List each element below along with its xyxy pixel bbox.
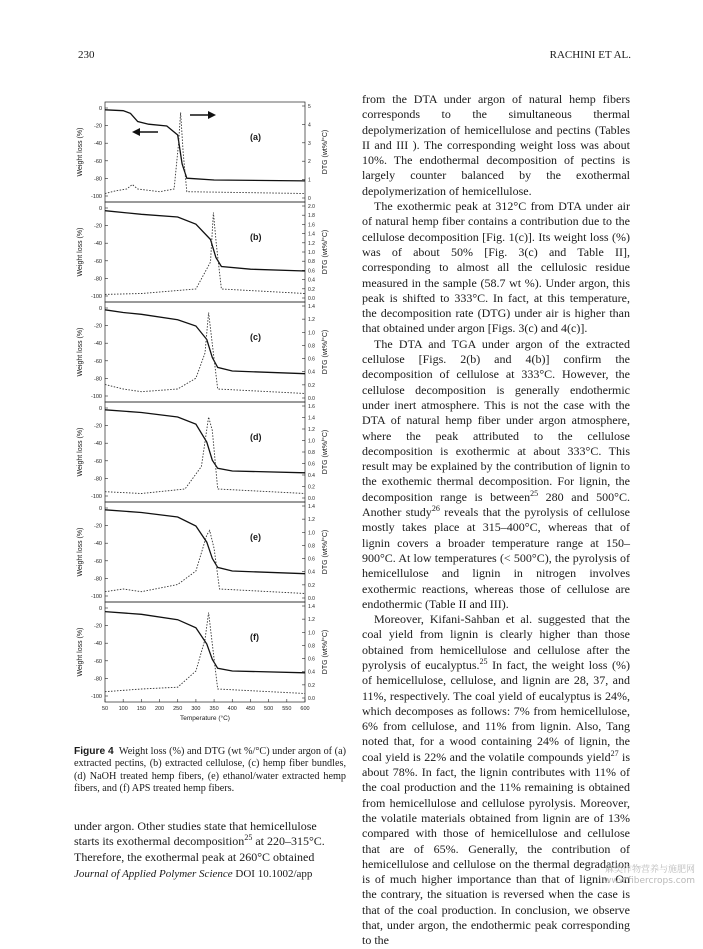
page-footer <box>74 868 312 880</box>
doi: DOI 10.1002/app <box>232 868 313 880</box>
y-left-axis-label: Weight loss (%) <box>77 327 84 377</box>
panel-frame <box>105 602 305 702</box>
dtg-curve <box>105 417 305 494</box>
figure-4-plots <box>70 92 352 742</box>
right-tick-label: 2 <box>308 159 311 166</box>
dtg-curve <box>105 613 305 694</box>
paragraph-4: Moreover, Kifani-Sahban et al. suggested that the coal yield from lignin is clearly higher than those obtained from hemicellulose and cellulose after the pyrolysis of eucalyptus.$^{25}$ In fact, the weight loss (%) of hemicellulose, cellulose, and lignin are 28, 37, and 11%, respectively. The coal yield of eucalyptus is 24%, which decomposes as follows: 7% from hemicellulose, 6% from cellulose, and 11% from lignin. Also, Tang noted that, for a wood containing 24% of lignin, the coal yield is 22% and the volatile compounds yield$^{27}$ is about 78%. In fact, the lignin contributes with 11% of the coal production and the 11% remaining is obtained from hemicellulose and cellulose pyrolysis. Moreover, the volatile materials obtained from lignin are of 13% compared with those of hemicellulose and cellulose that are of 65%. Generally, the contribution of hemicellulose and cellulose on the thermal degradation is of much higher importance than that of lignin. On the contrary, the situation is reversed when the case is that of the coal production. In conclusion, we observe that, under argon, the endothermic peak corresponding to the <box>362 612 630 948</box>
page-number: 230 <box>78 49 95 61</box>
panel-label: (d) <box>250 432 262 442</box>
left-tick-label: -80 <box>94 276 102 283</box>
right-tick-label: 0.0 <box>308 596 315 602</box>
right-tick-label: 1 <box>308 177 311 184</box>
right-arrow-head-icon <box>208 111 216 119</box>
panel-label: (a) <box>250 132 261 142</box>
left-tick-label: -100 <box>90 394 102 400</box>
panel-label: (e) <box>250 532 261 542</box>
right-tick-label: 1.0 <box>308 530 315 537</box>
left-tick-label: 0 <box>98 306 102 312</box>
right-tick-label: 1.2 <box>308 317 315 324</box>
y-left-axis-label: Weight loss (%) <box>77 527 84 577</box>
y-right-axis-label: DTG (wt%/°C) <box>322 629 329 675</box>
tga-curve <box>105 110 305 181</box>
right-tick-label: 1.8 <box>308 213 315 220</box>
tga-curve <box>105 310 305 374</box>
y-right-axis-label: DTG (wt%/°C) <box>322 229 329 275</box>
right-tick-label: 1.4 <box>308 304 315 310</box>
tga-curve <box>105 410 305 473</box>
right-column-text <box>362 92 630 949</box>
left-tick-label: -40 <box>94 341 102 348</box>
right-tick-label: 0.4 <box>308 669 315 676</box>
y-left-axis-label: Weight loss (%) <box>77 427 84 477</box>
caption-text: Weight loss (%) and DTG (wt %/°C) under argon of (a) extracted pectins, (b) extracted cellulose, (c) hemp fiber bundles, (d) NaOH treated hemp fibers, (e) ethanol/water extracted hemp fibers, and (f) APS treated hemp fibers. <box>74 746 346 795</box>
right-tick-label: 0.8 <box>308 450 315 456</box>
left-tick-label: -100 <box>90 294 102 300</box>
right-tick-label: 0.6 <box>308 461 315 468</box>
right-tick-label: 4 <box>308 122 311 129</box>
y-right-axis-label: DTG (wt%/°C) <box>322 429 329 475</box>
left-tick-label: 0 <box>98 206 102 212</box>
left-tick-label: -20 <box>94 523 102 530</box>
right-tick-label: 1.0 <box>308 438 315 445</box>
right-tick-label: 0.4 <box>308 277 315 284</box>
paragraph-2: The exothermic peak at 312°C from DTA under air of natural hemp fiber contains a contribution due to the cellulose decomposition [Fig. 1(c)]. Its weight loss (%) was of about 50% [Fig. 3(c) and Table II], corresponding to almost all the cellulosic residue measured in the sample (58.7 wt %). Under argon, this peak is shifted to 333°C. In fact, at this temperature, the decomposition rate (DTG) under air is higher than that obtained under argon [Figs. 3(c) and 4(c)]. <box>362 199 630 336</box>
y-right-axis-label: DTG (wt%/°C) <box>322 129 329 175</box>
left-tick-label: -80 <box>94 476 102 483</box>
left-tick-label: -60 <box>94 158 102 165</box>
left-tick-label: 0 <box>98 406 102 412</box>
right-tick-label: 3 <box>308 140 311 147</box>
right-tick-label: 0.0 <box>308 496 315 502</box>
right-tick-label: 0.2 <box>308 286 315 293</box>
right-tick-label: 1.0 <box>308 330 315 337</box>
left-tick-label: -20 <box>94 223 102 230</box>
x-tick-label: 150 <box>136 706 146 712</box>
x-axis-label: Temperature (°C) <box>180 715 230 722</box>
right-tick-label: 0.4 <box>308 369 315 376</box>
panel-label: (f) <box>250 632 259 642</box>
left-tick-label: -20 <box>94 623 102 630</box>
left-tick-label: -100 <box>90 694 102 700</box>
right-tick-label: 0.0 <box>308 396 315 402</box>
right-tick-label: 0.6 <box>308 268 315 275</box>
x-tick-label: 100 <box>118 706 128 712</box>
running-head: RACHINI ET AL. <box>549 49 631 61</box>
right-tick-label: 0.6 <box>308 656 315 663</box>
figure-caption <box>74 746 346 796</box>
y-left-axis-label: Weight loss (%) <box>77 627 84 677</box>
left-column-text <box>74 819 346 865</box>
right-tick-label: 0 <box>308 196 311 202</box>
right-tick-label: 1.4 <box>308 604 315 610</box>
left-arrow-head-icon <box>132 128 140 136</box>
right-tick-label: 0.2 <box>308 682 315 689</box>
caption-title: Figure 4 <box>74 746 114 757</box>
x-tick-label: 450 <box>245 706 256 712</box>
right-tick-label: 1.2 <box>308 517 315 524</box>
left-tick-label: -60 <box>94 358 102 365</box>
right-tick-label: 2.0 <box>308 204 315 210</box>
left-line-2: starts its exothermal decomposition$^{25}$ at 220–315°C. <box>74 833 325 849</box>
x-tick-label: 550 <box>282 706 292 712</box>
right-tick-label: 0.2 <box>308 582 315 589</box>
left-tick-label: 0 <box>98 606 102 612</box>
panel-frame <box>105 402 305 502</box>
left-tick-label: -40 <box>94 641 102 648</box>
right-tick-label: 0.2 <box>308 484 315 491</box>
left-tick-label: -80 <box>94 176 102 183</box>
right-tick-label: 1.6 <box>308 404 315 410</box>
dtg-curve <box>105 113 305 194</box>
left-tick-label: -60 <box>94 458 102 465</box>
paragraph-3: The DTA and TGA under argon of the extracted cellulose [Figs. 2(b) and 4(b)] confirm the decomposition of cellulose at 333°C. However, the cellulose decomposition is generally endothermic under inert atmosphere. This is not the case with the DTA of natural hemp fiber under argon atmosphere, where the peak attributed to the cellulose decomposition is exothermic at about 333°C. This result may be explained by the contribution of lignin to the exothemic thermal decomposition. For lignin, the decomposition range is between$^{25}$ 280 and 500°C. Another study$^{26}$ reveals that the pyrolysis of cellulose mostly takes place at 315–400°C, whereas that of lignin covers a broader temperature range at 150–900°C. At low temperatures (< 500°C), the pyrolysis of hemicellulose and lignin in nitrogen involves exothermic reactions, whereas those of cellulose are endothermic (Table II and III). <box>362 336 630 611</box>
left-tick-label: -40 <box>94 541 102 548</box>
left-tick-label: -40 <box>94 141 102 148</box>
right-tick-label: 0.4 <box>308 569 315 576</box>
x-tick-label: 250 <box>173 706 183 712</box>
left-tick-label: -100 <box>90 194 102 200</box>
right-tick-label: 0.8 <box>308 643 315 650</box>
right-tick-label: 1.2 <box>308 240 315 247</box>
y-right-axis-label: DTG (wt%/°C) <box>322 329 329 375</box>
left-line-1: under argon. Other studies state that hemicellulose <box>74 819 317 833</box>
right-tick-label: 1.0 <box>308 250 315 256</box>
y-left-axis-label: Weight loss (%) <box>77 127 84 177</box>
right-tick-label: 0.0 <box>308 296 315 302</box>
x-tick-label: 300 <box>191 706 201 712</box>
tga-curve <box>105 211 305 271</box>
left-tick-label: -60 <box>94 658 102 665</box>
left-tick-label: -80 <box>94 576 102 583</box>
panel-frame <box>105 302 305 402</box>
paragraph-1: from the DTA under argon of natural hemp fibers corresponds to the simultaneous thermal depolymerization of hemicellulose and pectins (Tables II and III ). The corresponding weight loss was about 10%. The endothermal decomposition of pectins is largely counter balanced by the exothermal depolymerization of hemicellulose. <box>362 92 630 198</box>
y-left-axis-label: Weight loss (%) <box>77 227 84 277</box>
left-tick-label: -60 <box>94 258 102 265</box>
right-tick-label: 0.6 <box>308 356 315 363</box>
x-tick-label: 350 <box>209 706 219 712</box>
journal-name: Journal of Applied Polymer Science <box>74 868 233 880</box>
left-tick-label: -20 <box>94 423 102 430</box>
left-tick-label: -80 <box>94 676 102 683</box>
right-tick-label: 1.4 <box>308 231 315 238</box>
left-tick-label: -60 <box>94 558 102 565</box>
left-tick-label: -100 <box>90 594 102 600</box>
watermark: 麻类作物营养与施肥网 www.fibercrops.com <box>604 865 695 886</box>
right-tick-label: 1.0 <box>308 630 315 637</box>
tga-curve <box>105 612 305 673</box>
left-tick-label: 0 <box>98 506 102 512</box>
x-tick-label: 500 <box>264 706 274 712</box>
right-tick-label: 0.0 <box>308 696 315 702</box>
left-line-3: Therefore, the exothermal peak at 260°C obtained <box>74 849 315 864</box>
dtg-curve <box>105 213 305 295</box>
dtg-curve <box>105 313 305 394</box>
figure-4 <box>70 92 352 742</box>
right-tick-label: 0.8 <box>308 543 315 550</box>
right-tick-label: 1.6 <box>308 222 315 229</box>
y-right-axis-label: DTG (wt%/°C) <box>322 529 329 575</box>
right-tick-label: 0.2 <box>308 382 315 389</box>
panel-label: (b) <box>250 232 262 242</box>
right-tick-label: 1.2 <box>308 427 315 433</box>
x-tick-label: 400 <box>227 706 237 712</box>
right-tick-label: 0.4 <box>308 473 315 479</box>
x-tick-label: 600 <box>300 706 310 712</box>
right-tick-label: 1.2 <box>308 617 315 624</box>
left-tick-label: -80 <box>94 376 102 383</box>
right-tick-label: 0.6 <box>308 556 315 563</box>
panel-label: (c) <box>250 332 261 342</box>
left-tick-label: 0 <box>98 106 102 112</box>
right-tick-label: 5 <box>308 104 311 110</box>
left-tick-label: -20 <box>94 123 102 130</box>
panel-frame <box>105 502 305 602</box>
right-tick-label: 0.8 <box>308 343 315 350</box>
right-tick-label: 0.8 <box>308 259 315 266</box>
right-tick-label: 1.4 <box>308 504 315 510</box>
left-tick-label: -100 <box>90 494 102 500</box>
panel-frame <box>105 202 305 302</box>
x-tick-label: 200 <box>154 706 165 712</box>
left-tick-label: -20 <box>94 323 102 330</box>
right-tick-label: 1.4 <box>308 415 315 422</box>
x-tick-label: 50 <box>101 706 109 712</box>
left-tick-label: -40 <box>94 441 102 448</box>
left-tick-label: -40 <box>94 241 102 248</box>
